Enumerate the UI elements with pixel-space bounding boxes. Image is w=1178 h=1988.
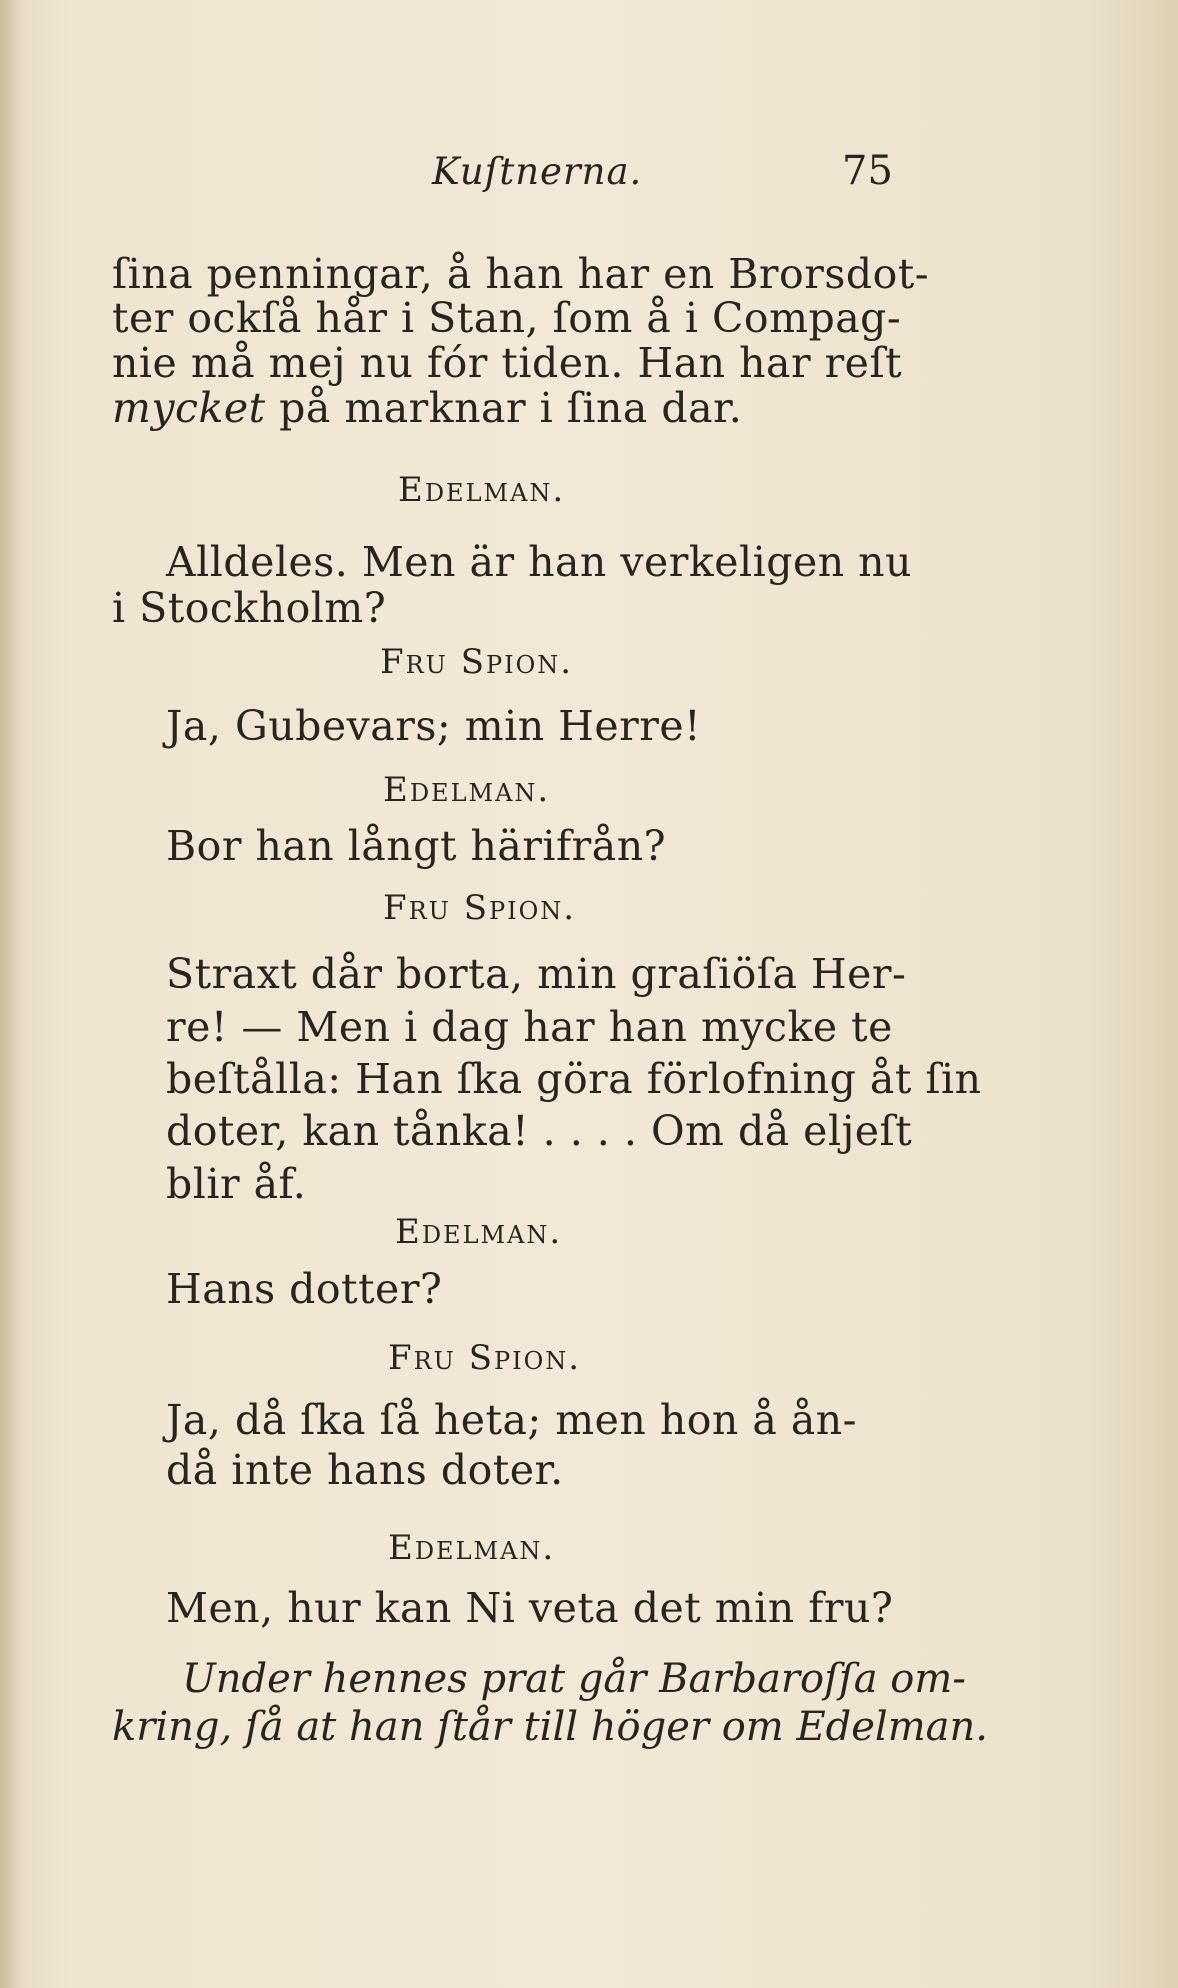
text-line: Bor han långt härifrån?	[166, 822, 667, 870]
text-line: ter ockſå hår i Stan, ſom å i Compag-	[112, 294, 902, 342]
speaker-name: Fru Spion.	[388, 1338, 582, 1378]
stage-direction: Under hennes prat går Barbaroſſa om-	[182, 1656, 966, 1702]
text-line: Ja, Gubevars; min Herre!	[166, 702, 702, 750]
text-line	[112, 384, 742, 432]
speaker-name: Edelman.	[398, 470, 566, 510]
text-line: Hans dotter?	[166, 1265, 443, 1313]
text-line: nie må mej nu fór tiden. Han har reſt	[112, 339, 903, 387]
text-line: ſina penningar, å han har en Brorsdot-	[112, 250, 930, 298]
stage-direction: kring, ſå at han ſtår till höger om Edelman.	[112, 1704, 988, 1750]
speaker-name: Edelman.	[388, 1528, 556, 1568]
text-line: Straxt dår borta, min graſiöſa Her-	[166, 950, 907, 998]
text-line: då inte hans doter.	[166, 1446, 564, 1494]
speaker-name: Fru Spion.	[380, 642, 574, 682]
text-line: Alldeles. Men är han verkeligen nu	[166, 538, 912, 586]
text-line: blir åf.	[166, 1160, 307, 1208]
speaker-name: Edelman.	[395, 1212, 563, 1252]
text-line: beſtålla: Han ſka göra förlofning åt ſin	[166, 1055, 982, 1103]
speaker-name: Fru Spion.	[383, 888, 577, 928]
speaker-name: Edelman.	[383, 770, 551, 810]
italic-word: mycket	[112, 384, 266, 432]
page-number: 75	[842, 148, 893, 194]
text-line: doter, kan tånka! . . . . Om då eljeſt	[166, 1107, 913, 1155]
text-line: Ja, då ſka ſå heta; men hon å ån-	[166, 1396, 858, 1444]
text-line: re! — Men i dag har han mycke te	[166, 1003, 893, 1051]
running-head: Kuſtnerna.	[432, 150, 643, 193]
text-line: i Stockholm?	[112, 584, 387, 632]
line-rest: på marknar i ſina dar.	[265, 384, 743, 432]
text-line: Men, hur kan Ni veta det min fru?	[166, 1584, 894, 1632]
